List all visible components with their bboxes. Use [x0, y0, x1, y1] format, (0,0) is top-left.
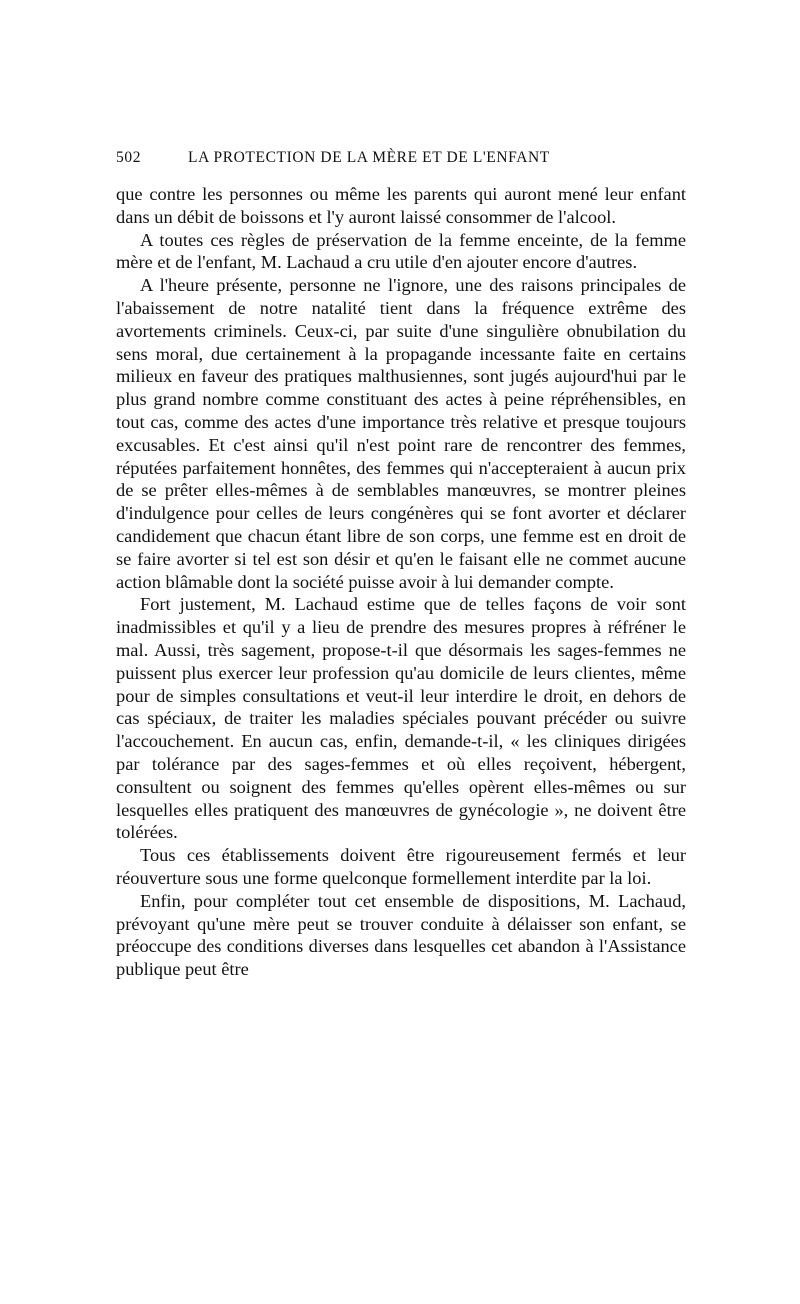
paragraph: A toutes ces règles de préservation de la femme enceinte, de la femme mère et de l'enfant, M. Lachaud a cru utile d'en ajouter encore d'autres.	[116, 229, 686, 273]
paragraph-continuation: que contre les personnes ou même les parents qui auront mené leur enfant dans un débit de boissons et l'y auront laissé consommer de l'alcool.	[116, 184, 686, 227]
page-number: 502	[116, 149, 142, 166]
paragraph: Tous ces établissements doivent être rigoureusement fermés et leur réouverture sous une forme quelconque formellement interdite par la loi.	[116, 845, 686, 888]
paragraph: Fort justement, M. Lachaud estime que de telles façons de voir sont inadmissibles et qu'il y a lieu de prendre des mesures propres à réfréner le mal. Aussi, très sagement, propose-t-il que désormais les sages-femmes ne puissent plus exercer leur profession qu'au domicile de leurs clientes, même pour de simples consultations et veut-il leur interdire le droit, en dehors de cas spéciaux, de traiter les maladies spéciales pouvant précéder ou suivre l'accouchement. En aucun cas, enfin, demande-t-il, « les cliniques dirigées par tolérance par des sages-femmes et où elles reçoivent, hébergent, consultent ou soignent des femmes qu'elles opèrent elles-mêmes ou sur lesquelles elles pratiquent des manœuvres de gynécologie », ne doivent être tolérées.	[116, 594, 686, 843]
paragraph: Enfin, pour compléter tout cet ensemble de dispositions, M. Lachaud, prévoyant qu'une mère peut se trouver conduite à délaisser son enfant, se préoccupe des conditions diverses dans lesquelles cet abandon à l'Assistance publique peut être	[116, 890, 686, 980]
running-head	[116, 143, 686, 173]
body-text	[116, 183, 686, 981]
running-head-title: LA PROTECTION DE LA MÈRE ET DE L'ENFANT	[188, 149, 550, 166]
paragraph: A l'heure présente, personne ne l'ignore, une des raisons principales de l'abaissement de notre natalité tient dans la fréquence extrême des avortements criminels. Ceux-ci, par suite d'une singulière obnubilation du sens moral, due certainement à la propagande incessante faite en certains milieux en faveur des pratiques malthusiennes, sont jugés aujourd'hui par le plus grand nombre comme constituant des actes à peine répréhensibles, en tout cas, comme des actes d'une importance très relative et presque toujours excusables. Et c'est ainsi qu'il n'est point rare de rencontrer des femmes, réputées parfaitement honnêtes, des femmes qui n'accepteraient à aucun prix de se prêter elles-mêmes à de semblables manœuvres, se montrer pleines d'indulgence pour celles de leurs congénères qui se font avorter et déclarer candidement que chacun étant libre de son corps, une femme est en droit de se faire avorter si tel est son désir et qu'en le faisant elle ne commet aucune action blâmable dont la société puisse avoir à lui demander compte.	[116, 275, 686, 592]
book-page	[116, 143, 686, 981]
